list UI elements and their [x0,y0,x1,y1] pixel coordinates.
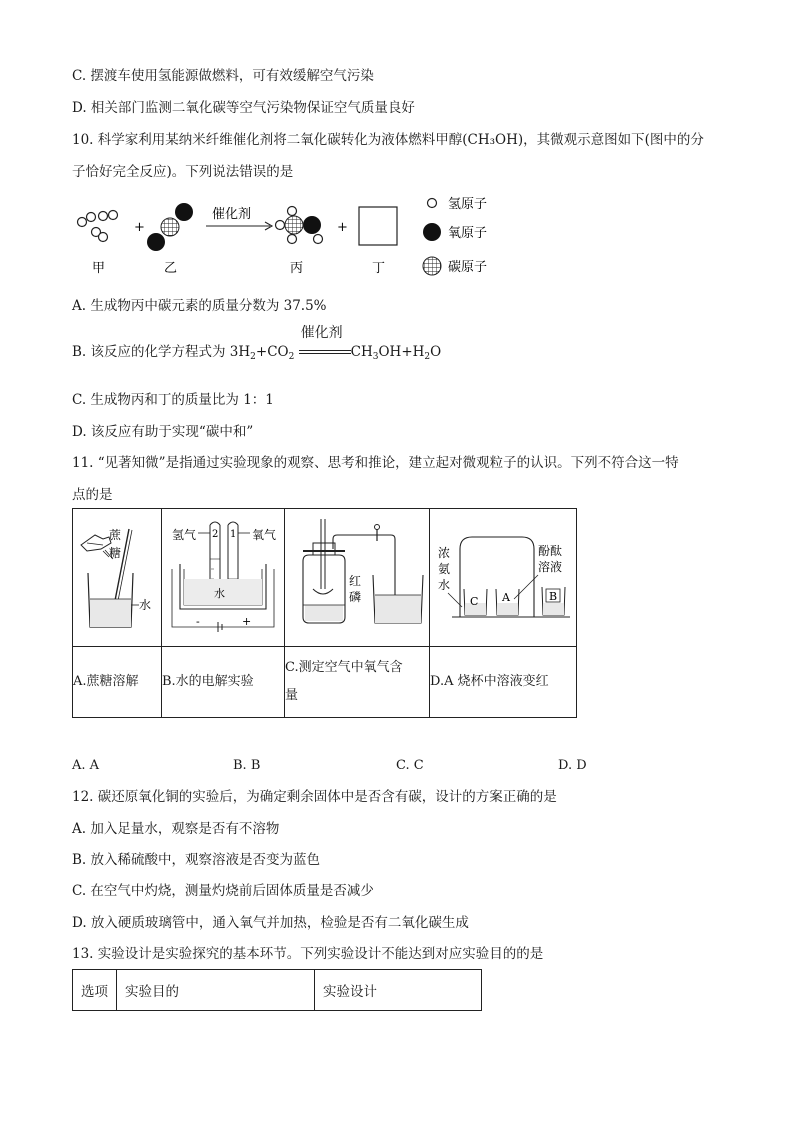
legend-carbon: 碳原子 [448,260,488,275]
q10-reaction-diagram [72,195,512,285]
legend-oxygen: 氧原子 [448,226,488,241]
svg-text:B: B [549,590,558,603]
svg-text:水: 水 [214,587,225,600]
svg-text:水: 水 [438,578,451,592]
caption-d: D.A 烧杯中溶液变红 [430,647,577,718]
svg-text:磷: 磷 [349,590,362,604]
q10-b-catalyst: 催化剂 [300,324,343,341]
legend-hydrogen: 氢原子 [448,197,488,212]
q11-stem-line1: 11. “见著知微”是指通过实验现象的观察、思考和推论，建立起对微观粒子的认识。下列不符合这一特 [72,455,679,471]
q11-stem-line2: 点的是 [72,487,113,503]
svg-text:-: - [196,615,200,628]
svg-text:C: C [470,595,479,608]
q12-stem: 12. 碳还原氧化铜的实验后，为确定剩余固体中是否含有碳，设计的方案正确的是 [72,789,557,805]
plus-1: + [134,220,145,235]
q11-experiment-table [72,508,577,718]
q12-option-d: D. 放入硬质玻璃管中，通入氧气并加热，检验是否有二氧化碳生成 [72,915,469,931]
q10-option-a: A. 生成物丙中碳元素的质量分数为 37.5% [72,298,327,314]
catalyst-label: 催化剂 [212,207,252,222]
q12-option-a: A. 加入足量水，观察是否有不溶物 [72,821,280,837]
label-ding: 丁 [372,261,386,276]
q12-option-b: B. 放入稀硫酸中，观察溶液是否变为蓝色 [72,852,321,868]
svg-text:A: A [502,591,510,604]
carbon-legend-icon [423,257,441,275]
q10-stem-line2: 子恰好完全反应)。下列说法错误的是 [72,164,294,180]
molecule-bing [276,207,323,244]
q11-choice-b: B. B [233,758,261,773]
molecule-ding-box [359,207,397,245]
label-bing: 丙 [290,261,304,276]
svg-text:蔗: 蔗 [109,528,122,542]
q12-option-c: C. 在空气中灼烧，测量灼烧前后固体质量是否减少 [72,883,374,899]
svg-text:氧气: 氧气 [252,528,277,542]
q11-choice-c: C. C [396,758,424,773]
q10-option-d: D. 该反应有助于实现“碳中和” [72,424,254,440]
q13-header-option: 选项 [73,970,117,1011]
svg-text:糖: 糖 [109,546,122,560]
caption-b: B.水的电解实验 [162,647,285,718]
img-oxygen-measure [285,509,430,647]
svg-text:红: 红 [349,574,362,588]
q9-option-d: D. 相关部门监测二氧化碳等空气污染物保证空气质量良好 [72,100,415,116]
svg-text:水: 水 [139,598,152,612]
q10-option-b: B. 该反应的化学方程式为 $3H_2+CO_2$ 催化剂 $CH_3OH+H_2O$ [72,324,442,362]
q13-header-design: 实验设计 [315,970,482,1011]
q10-stem-line1: 10. 科学家利用某纳米纤维催化剂将二氧化碳转化为液体燃料甲醇(CH₃OH)，其微观示意图如下(图中的分 [72,132,704,148]
img-ammonia-diffusion [430,509,577,647]
q13-table [72,969,482,1011]
svg-text:氢气: 氢气 [172,528,197,542]
q13-header-purpose: 实验目的 [117,970,315,1011]
caption-c: C.测定空气中氧气含 量 [285,647,430,718]
oxygen-legend-icon [423,223,441,241]
q11-choice-a: A. A [72,758,100,773]
molecule-jia [78,211,118,242]
svg-text:1: 1 [230,529,237,540]
q9-option-c: C. 摆渡车使用氢能源做燃料，可有效缓解空气污染 [72,68,374,84]
label-yi: 乙 [164,261,178,276]
hydrogen-legend-icon [428,199,437,208]
svg-text:浓: 浓 [438,546,451,560]
caption-a: A.蔗糖溶解 [73,647,162,718]
q11-choice-d: D. D [558,758,587,773]
q10-option-c: C. 生成物丙和丁的质量比为 1：1 [72,392,274,408]
svg-text:2: 2 [212,529,219,540]
plus-2: + [337,220,348,235]
svg-text:+: + [242,615,252,628]
molecule-yi [147,203,193,251]
svg-text:氨: 氨 [438,562,451,576]
q13-stem: 13. 实验设计是实验探究的基本环节。下列实验设计不能达到对应实验目的的是 [72,946,544,962]
svg-text:溶液: 溶液 [538,560,563,574]
img-electrolysis [162,509,285,647]
label-jia: 甲 [92,261,106,276]
svg-text:酚酞: 酚酞 [538,544,563,558]
img-sugar-dissolve [73,509,162,647]
